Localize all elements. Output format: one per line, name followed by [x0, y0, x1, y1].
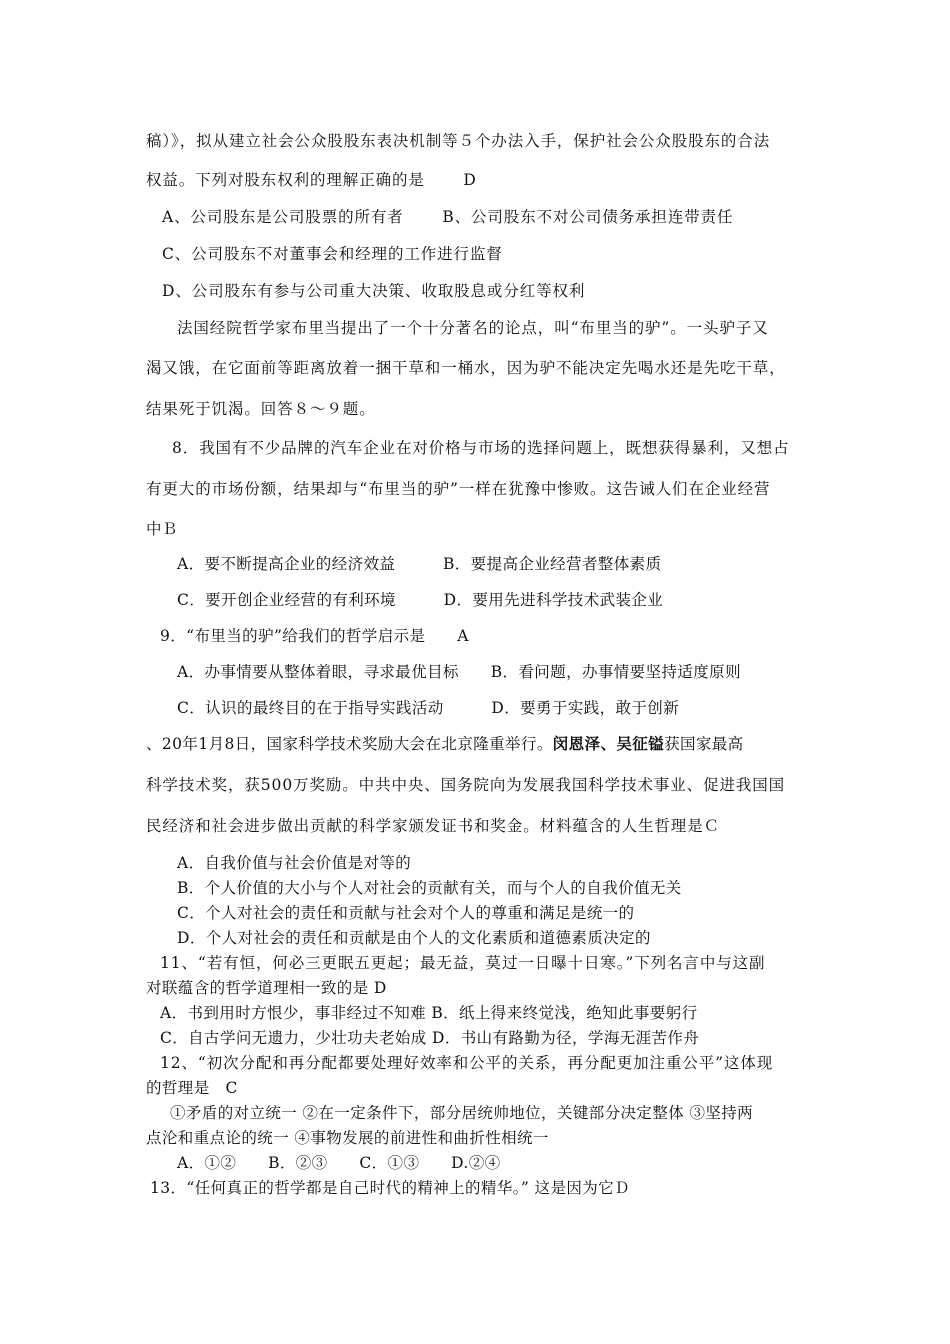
option-line: C．认识的最终目的在于指导实践活动 D．要勇于实践，敢于创新 — [177, 699, 680, 717]
question-line: 12、“初次分配和再分配都要处理好效率和公平的关系，再分配更加注重公平”这体现 — [160, 1054, 774, 1072]
text-span: 获国家最高 — [664, 735, 744, 753]
question-line: 13．“任何真正的哲学都是自己时代的精神上的精华。” 这是因为它Ｄ — [150, 1179, 630, 1197]
option-line: D、公司股东有参与公司重大决策、收取股息或分红等权利 — [162, 282, 586, 300]
text-line: 对联蕴含的哲学道理相一致的是 D — [146, 979, 387, 997]
text-line: 民经济和社会进步做出贡献的科学家颁发证书和奖金。材料蕴含的人生哲理是Ｃ — [146, 817, 721, 835]
text-line: 有更大的市场份额，结果却与“布里当的驴”一样在犹豫中惨败。这告诫人们在企业经营 — [146, 480, 771, 498]
text-line: 稿）》，拟从建立社会公众股股东表决机制等５个办法入手，保护社会公众股股东的合法 — [146, 132, 771, 150]
question-line: 8．我国有不少品牌的汽车企业在对价格与市场的选择问题上，既想获得暴利，又想占 — [172, 439, 790, 457]
option-line: C、公司股东不对董事会和经理的工作进行监督 — [162, 245, 503, 263]
option-line: A．自我价值与社会价值是对等的 — [177, 854, 412, 872]
text-line: 渴又饿，在它面前等距离放着一捆干草和一桶水，因为驴不能决定先喝水还是先吃干草， — [146, 359, 786, 377]
option-line: C．个人对社会的责任和贡献与社会对个人的尊重和满足是统一的 — [177, 904, 635, 922]
text-line: 点沦和重点论的统一 ④事物发展的前进性和曲折性相统一 — [146, 1129, 549, 1147]
text-line: 权益。下列对股东权利的理解正确的是 D — [146, 171, 477, 189]
question-line: 11、“若有恒，何必三更眠五更起；最无益，莫过一日曝十日寒。”下列名言中与这副 — [160, 954, 766, 972]
text-line: 的哲理是 C — [146, 1079, 238, 1097]
text-line: 法国经院哲学家布里当提出了一个十分著名的论点，叫“布里当的驴”。一头驴子又 — [177, 319, 769, 337]
option-line: A．书到用时方恨少，事非经过不知难 B．纸上得来终觉浅，绝知此事要躬行 — [160, 1004, 698, 1022]
option-line: C．自古学问无遗力，少壮功夫老始成 D．书山有路勤为径，学海无涯苦作舟 — [160, 1029, 700, 1047]
option-line: A．办事情要从整体着眼，寻求最优目标 B．看问题，办事情要坚持适度原则 — [177, 663, 741, 681]
option-line: A．要不断提高企业的经济效益 B．要提高企业经营者整体素质 — [177, 555, 662, 573]
text-span: 、20年1月8日，国家科学技术奖励大会在北京隆重举行。 — [146, 735, 553, 753]
text-line — [146, 734, 744, 754]
option-line: A．①② B．②③ C．①③ D.②④ — [177, 1154, 501, 1172]
option-line: B．个人价值的大小与个人对社会的贡献有关，而与个人的自我价值无关 — [177, 879, 682, 897]
option-line: D．个人对社会的责任和贡献是由个人的文化素质和道德素质决定的 — [177, 929, 651, 947]
text-line: 中Ｂ — [146, 520, 178, 538]
option-line: A、公司股东是公司股票的所有者 B、公司股东不对公司债务承担连带责任 — [162, 208, 734, 226]
option-line: C．要开创企业经营的有利环境 D．要用先进科学技术武装企业 — [177, 591, 664, 609]
text-line: ①矛盾的对立统一 ②在一定条件下，部分居统帅地位，关键部分决定整体 ③坚持两 — [170, 1104, 754, 1122]
text-line: 科学技术奖，获500万奖励。中共中央、国务院向为发展我国科学技术事业、促进我国国 — [146, 776, 786, 794]
text-line: 结果死于饥渴。回答８～９题。 — [146, 400, 376, 418]
question-line: 9．“布里当的驴”给我们的哲学启示是 A — [160, 627, 469, 645]
bold-names: 闵恩泽、吴征镒 — [552, 734, 665, 753]
